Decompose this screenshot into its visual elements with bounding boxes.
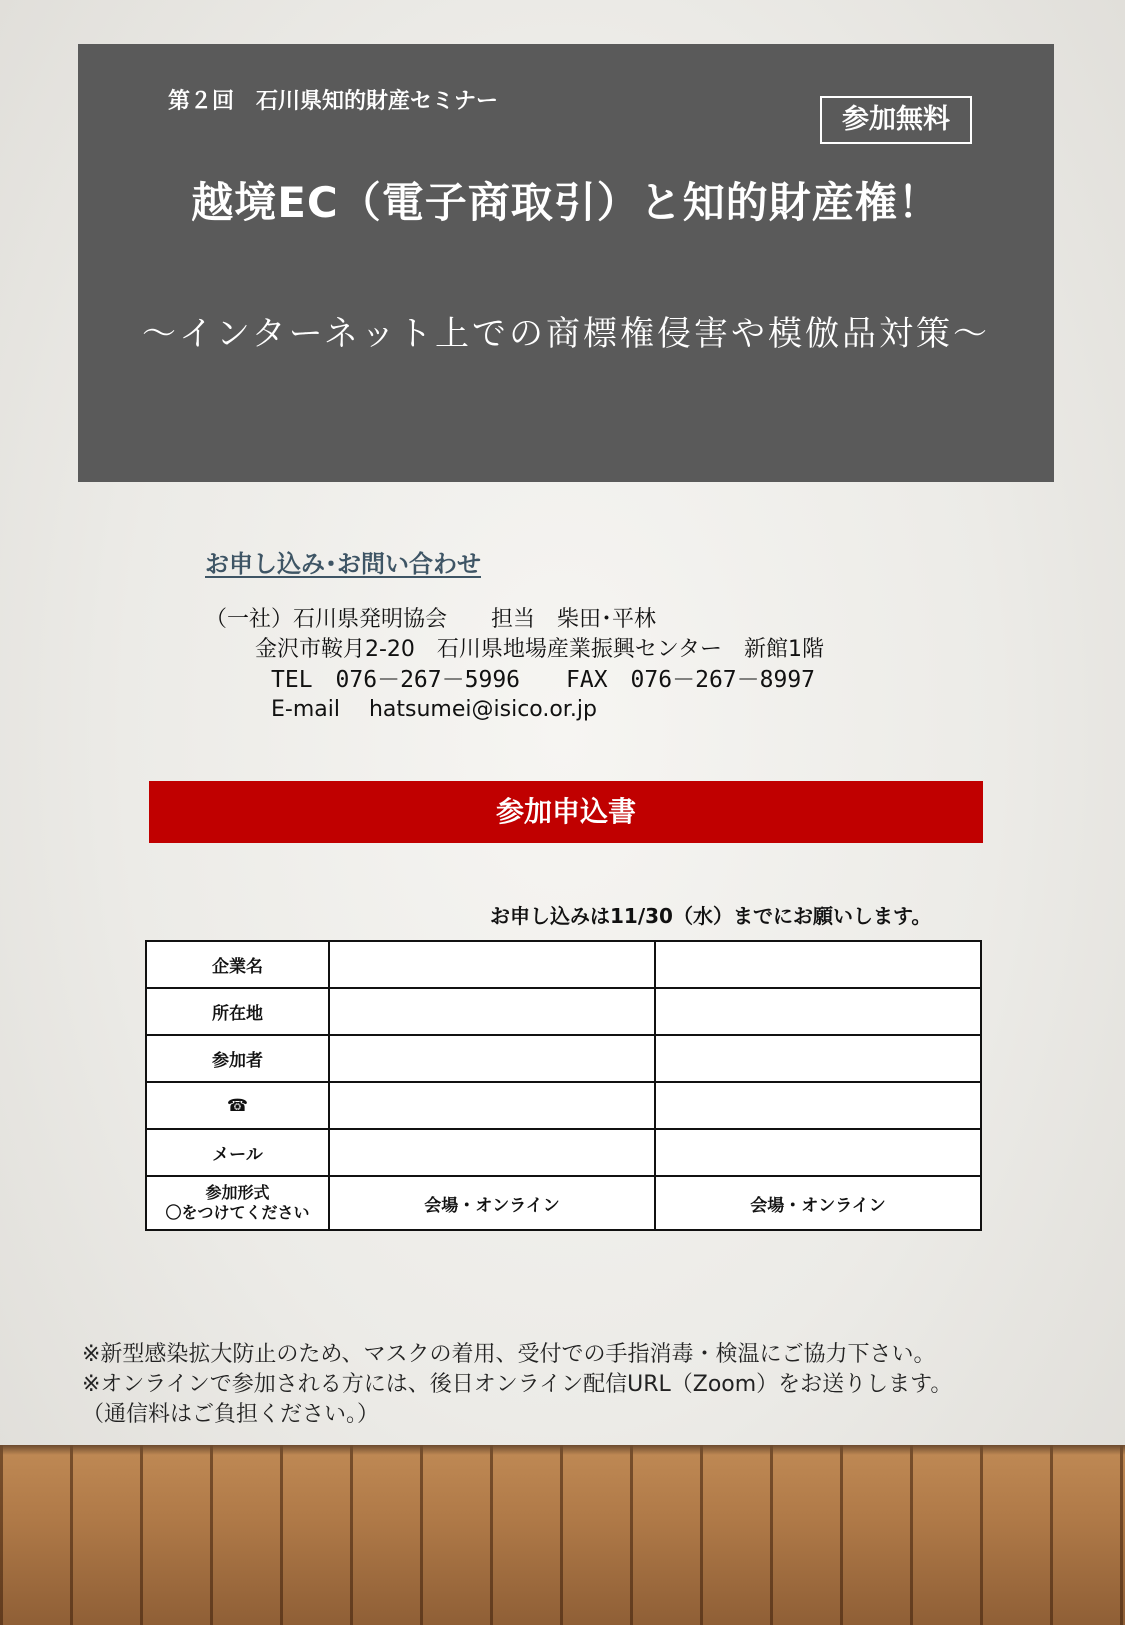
participation-mode-label: 参加形式 [205,1183,270,1202]
row-label-participant: 参加者 [146,1035,329,1082]
contact-heading: お申し込み･お問い合わせ [205,550,481,578]
application-form-banner: 参加申込書 [149,781,983,843]
participation-mode-option-2[interactable]: 会場・オンライン [655,1176,981,1230]
contact-email: E-mail hatsumei@isico.or.jp [271,697,597,722]
row-label-company: 企業名 [146,941,329,988]
table-row [146,1176,981,1230]
participant-field-2[interactable] [655,1035,981,1082]
page-title: 越境EC（電子商取引）と知的財産権！ [191,178,941,227]
address-field-1[interactable] [329,988,655,1035]
contact-phone-fax: TEL 076－267－5996 FAX 076－267－8997 [271,667,816,693]
page-subtitle: ～インターネット上での商標権侵害や模倣品対策～ [142,314,990,354]
note-infection-prevention: ※新型感染拡大防止のため、マスクの着用、受付での手指消毒・検温にご協力下さい。 [82,1342,936,1367]
application-form-table [145,940,982,1231]
table-row [146,1035,981,1082]
participant-field-1[interactable] [329,1035,655,1082]
participation-mode-instruction: 〇をつけてください [165,1203,310,1222]
application-deadline: お申し込みは11/30（水）までにお願いします。 [490,904,932,928]
contact-section [205,544,824,725]
wood-floor-decoration [0,1445,1125,1625]
note-online-url: ※オンラインで参加される方には、後日オンライン配信URL（Zoom）をお送りします。 [82,1372,953,1397]
phone-icon: ☎ [146,1082,329,1129]
phone-field-2[interactable] [655,1082,981,1129]
table-row [146,1082,981,1129]
row-label-participation-mode [146,1176,329,1230]
table-row [146,1129,981,1176]
note-communication-fee: （通信料はご負担ください。） [82,1402,380,1427]
address-field-2[interactable] [655,988,981,1035]
email-field-1[interactable] [329,1129,655,1176]
phone-field-1[interactable] [329,1082,655,1129]
header-panel [78,44,1054,482]
company-field-2[interactable] [655,941,981,988]
free-admission-badge: 参加無料 [820,96,972,144]
notes-section [82,1340,952,1430]
table-row [146,988,981,1035]
table-row [146,941,981,988]
contact-organization: （一社）石川県発明協会 担当 柴田･平林 [205,607,657,632]
row-label-email: メール [146,1129,329,1176]
contact-address: 金沢市鞍月2-20 石川県地場産業振興センター 新館1階 [255,637,825,662]
email-field-2[interactable] [655,1129,981,1176]
seminar-series: 第２回 石川県知的財産セミナー [168,89,499,114]
participation-mode-option-1[interactable]: 会場・オンライン [329,1176,655,1230]
row-label-address: 所在地 [146,988,329,1035]
company-field-1[interactable] [329,941,655,988]
